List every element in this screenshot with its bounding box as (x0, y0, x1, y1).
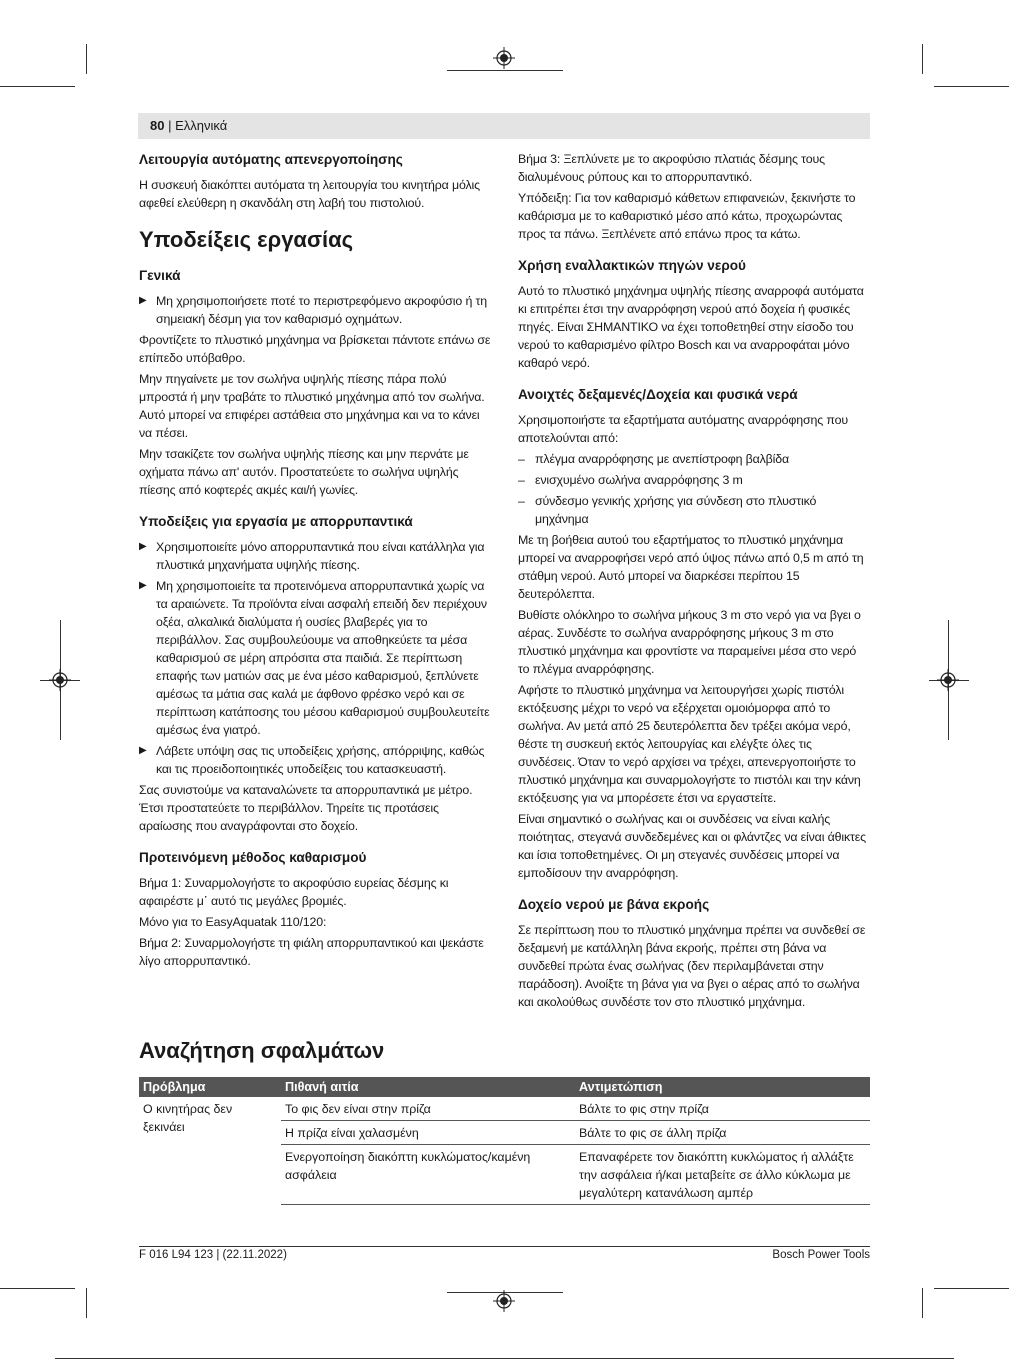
right-column (518, 150, 870, 1014)
table-row (139, 1097, 870, 1121)
crop-mark (922, 1288, 923, 1318)
paragraph: Βυθίστε ολόκληρο το σωλήνα μήκους 3 m στο νερό για να βγει ο αέρας. Συνδέστε το σωλήνα αναρρόφησης μήκους 3 m στο πλυστικό μηχάνημα και φροντίστε να παραμείνει μέσα στο νερό το πλέγμα αναρρόφησης. (518, 608, 861, 676)
table-cell-cause: Ενεργοποίηση διακόπτη κυκλώματος/καμένη ασφάλεια (281, 1145, 575, 1205)
paragraph: Με τη βοήθεια αυτού του εξαρτήματος το πλυστικό μηχάνημα μπορεί να αναρροφήσει νερό από ύψος πάνω από 0,5 m από τη στάθμη νερού. Αυτό μπορεί να διαρκέσει περίπου 15 δευτερόλεπτα. (518, 533, 864, 601)
paragraph: Βήμα 3: Ξεπλύνετε με το ακροφύσιο πλατιάς δέσμης τους διαλυμένους ρύπους και το απορρυπαντικό. (518, 152, 825, 184)
paragraph: Χρησιμοποιήστε τα εξαρτήματα αυτόματης αναρρόφησης που αποτελούνται από: (518, 413, 848, 445)
crop-mark (922, 44, 923, 74)
table-cell-remedy: Επαναφέρετε τον διακόπτη κυκλώματος ή αλλάξτε την ασφάλεια ή/και μεταβείτε σε άλλο κύκλωμα με μεγαλύτερη κατανάλωση αμπέρ (575, 1145, 870, 1205)
crop-mark (934, 86, 1009, 87)
crop-mark (0, 1288, 75, 1289)
registration-mark-icon (493, 1290, 515, 1312)
triangle-bullet-icon: ▶ (139, 295, 147, 306)
paragraph: Βήμα 2: Συναρμολογήστε τη φιάλη απορρυπαντικού και ψεκάστε λίγο απορρυπαντικό. (139, 936, 484, 968)
bullet-item: ▶ Χρησιμοποιείτε μόνο απορρυπαντικά που είναι κατάλληλα για πλυστικά μηχανήματα υψηλής πίεσης. (139, 540, 485, 572)
crop-mark (934, 1288, 1009, 1289)
page-number: 80 (150, 118, 165, 133)
footer-brand: Bosch Power Tools (772, 1249, 870, 1261)
paragraph: Είναι σημαντικό ο σωλήνας και οι συνδέσεις να είναι καλής ποιότητας, στεγανά συνδεδεμένες και οι φλάντζες να είναι άθικτες και ίσια τοποθετημένες. Οι μη στεγανές συνδέσεις μπορεί να εμποδίσουν την αναρρόφηση. (518, 812, 866, 880)
paragraph: Βήμα 1: Συναρμολογήστε το ακροφύσιο ευρείας δέσμης κι αφαιρέστε μ᾽ αυτό τις μεγάλες βρομιές. (139, 876, 449, 908)
section-title-detergents: Υποδείξεις για εργασία με απορρυπαντικά (139, 514, 413, 529)
list-item: – σύνδεσμο γενικής χρήσης για σύνδεση στο πλυστικό μηχάνημα (518, 494, 817, 526)
bullet-item: ▶ Μη χρησιμοποιήσετε ποτέ το περιστρεφόμενο ακροφύσιο ή τη σημειακή δέσμη για τον καθαρισμό οχημάτων. (139, 294, 487, 326)
crop-mark (55, 1358, 954, 1359)
troubleshooting-table (139, 1077, 870, 1205)
paragraph: Μόνο για το EasyAquatak 110/120: (139, 915, 327, 929)
section-title-alt-water: Χρήση εναλλακτικών πηγών νερού (518, 258, 746, 273)
table-cell-remedy: Βάλτε το φις στην πρίζα (575, 1097, 870, 1121)
footer-doc-id: F 016 L94 123 | (22.11.2022) (139, 1249, 287, 1261)
paragraph: Σας συνιστούμε να καταναλώνετε τα απορρυπαντικά με μέτρο. Έτσι προστατεύετε το περιβάλλον. Τηρείτε τις προτάσεις αραίωσης που αναγράφονται στο δοχείο. (139, 783, 473, 833)
triangle-bullet-icon: ▶ (139, 745, 147, 756)
footer-rule (139, 1246, 870, 1247)
column-header-remedy: Αντιμετώπιση (575, 1077, 870, 1097)
crop-mark (0, 86, 75, 87)
paragraph: Φροντίζετε το πλυστικό μηχάνημα να βρίσκεται πάντοτε επάνω σε επίπεδο υπόβαθρο. (139, 333, 491, 365)
table-cell-remedy: Βάλτε το φις σε άλλη πρίζα (575, 1121, 870, 1145)
registration-mark-icon (937, 669, 959, 691)
paragraph: Υπόδειξη: Για τον καθαρισμό κάθετων επιφανειών, ξεκινήστε το καθάρισμα με το καθαριστικό μέσο από κάτω, προχωρώντας προς τα πάνω. Ξεπλένετε από επάνω προς τα κάτω. (518, 191, 856, 241)
table-cell-cause: Το φις δεν είναι στην πρίζα (281, 1097, 575, 1121)
page-header-band (138, 113, 870, 139)
registration-mark-icon (49, 669, 71, 691)
list-item: – πλέγμα αναρρόφησης με ανεπίστροφη βαλβίδα (518, 452, 790, 466)
table-header-row (139, 1077, 870, 1097)
table-cell-cause: Η πρίζα είναι χαλασμένη (281, 1121, 575, 1145)
triangle-bullet-icon: ▶ (139, 541, 147, 552)
crop-mark (86, 44, 87, 74)
paragraph: Σε περίπτωση που το πλυστικό μηχάνημα πρέπει να συνδεθεί σε δεξαμενή με κατάλληλη βάνα εκροής, πρέπει στη βάνα να συνδεθεί πρώτα ένας σωλήνας (δεν περιλαμβάνεται στην παράδοση). Ανοίξτε τη βάνα για να βγει ο αέρας από το σωλήνα και ακολούθως συνδέστε τον στο πλυστικό μηχάνημα. (518, 923, 866, 1009)
bullet-item: ▶ Λάβετε υπόψη σας τις υποδείξεις χρήσης, απόρριψης, καθώς και τις προειδοποιητικές υποδείξεις του κατασκευαστή. (139, 744, 485, 776)
left-column (139, 150, 495, 973)
crop-mark (447, 70, 563, 71)
page-header: 80 | Ελληνικά (150, 118, 228, 133)
section-title-work-tips: Υποδείξεις εργασίας (139, 227, 354, 252)
table-cell-problem: Ο κινητήρας δεν ξεκινάει (143, 1102, 233, 1134)
bullet-item: ▶ Μη χρησιμοποιείτε τα προτεινόμενα απορρυπαντικά χωρίς να τα αραιώνετε. Τα προϊόντα είναι ασφαλή επειδή δεν περιέχουν οξέα, αλκαλικά διαλύματα ή ουσίες βλαβερές για το περιβάλλον. Σας συμβουλεύουμε να αποθηκεύετε τα μέσα καθαρισμού σε μέρη απρόσιτα στα παιδιά. Σε περίπτωση επαφής των ματιών σας με ένα μέσο καθαρισμού, ξεπλύνετε αμέσως τα μάτια σας καλά με άφθονο φρέσκο νερό και σε περίπτωση κατάποσης του μέσου καθαρισμού συμβουλευτείτε αμέσως ένα γιατρό. (139, 579, 490, 737)
column-header-problem: Πρόβλημα (139, 1077, 281, 1097)
paragraph: Αυτό το πλυστικό μηχάνημα υψηλής πίεσης αναρροφά αυτόματα κι επιτρέπει έτσι την αναρρόφηση νερού από δοχεία ή φυσικές πηγές. Είναι ΣΗΜΑΝΤΙΚΟ να έχει τοποθετηθεί στην είσοδο του νερού το καθαρισμένο φίλτρο Bosch και να αναρροφάται μόνο καθαρό νερό. (518, 284, 864, 370)
crop-mark (86, 1288, 87, 1318)
paragraph: Μην τσακίζετε τον σωλήνα υψηλής πίεσης και μην περνάτε με οχήματα πάνω απ' αυτόν. Προστατεύετε το σωλήνα υψηλής πίεσης από κοφτερές ακμές και/ή γωνίες. (139, 447, 469, 497)
section-title-auto-off: Λειτουργία αυτόματης απενεργοποίησης (139, 152, 403, 167)
page-language: Ελληνικά (175, 118, 228, 133)
paragraph: Αφήστε το πλυστικό μηχάνημα να λειτουργήσει χωρίς πιστόλι εκτόξευσης μέχρι το νερό να εξέρχεται ομοιόμορφα από το σωλήνα. Αν μετά από 25 δευτερόλεπτα δεν τρέξει ακόμα νερό, θέστε τη συσκευή εκτός λειτουργίας και ελέγξτε όλες τις συνδέσεις. Όταν το νερό αρχίσει να τρέχει, απενεργοποιήστε το πλυστικό μηχάνημα και συναρμολογήστε το πιστόλι και την κάνη εκτόξευσης για να μπορέσετε έτσι να εργαστείτε. (518, 683, 861, 805)
paragraph: Η συσκευή διακόπτει αυτόματα τη λειτουργία του κινητήρα μόλις αφεθεί ελεύθερη η σκανδάλη στη λαβή του πιστολιού. (139, 178, 480, 210)
section-title-troubleshooting: Αναζήτηση σφαλμάτων (139, 1038, 385, 1063)
section-title-tank-valve: Δοχείο νερού με βάνα εκροής (518, 897, 710, 912)
column-header-cause: Πιθανή αιτία (281, 1077, 575, 1097)
section-title-method: Προτεινόμενη μέθοδος καθαρισμού (139, 850, 367, 865)
registration-mark-icon (493, 47, 515, 69)
paragraph: Μην πηγαίνετε με τον σωλήνα υψηλής πίεσης πάρα πολύ μπροστά ή μην τραβάτε το πλυστικό μηχάνημα από τον σωλήνα. Αυτό μπορεί να επιφέρει αστάθεια στο μηχάνημα και να το κάνει να πέσει. (139, 372, 485, 440)
list-item: – ενισχυμένο σωλήνα αναρρόφησης 3 m (518, 473, 743, 487)
section-title-open-tanks: Ανοιχτές δεξαμενές/Δοχεία και φυσικά νερά (518, 387, 798, 402)
section-title-general: Γενικά (139, 268, 181, 283)
triangle-bullet-icon: ▶ (139, 580, 147, 591)
